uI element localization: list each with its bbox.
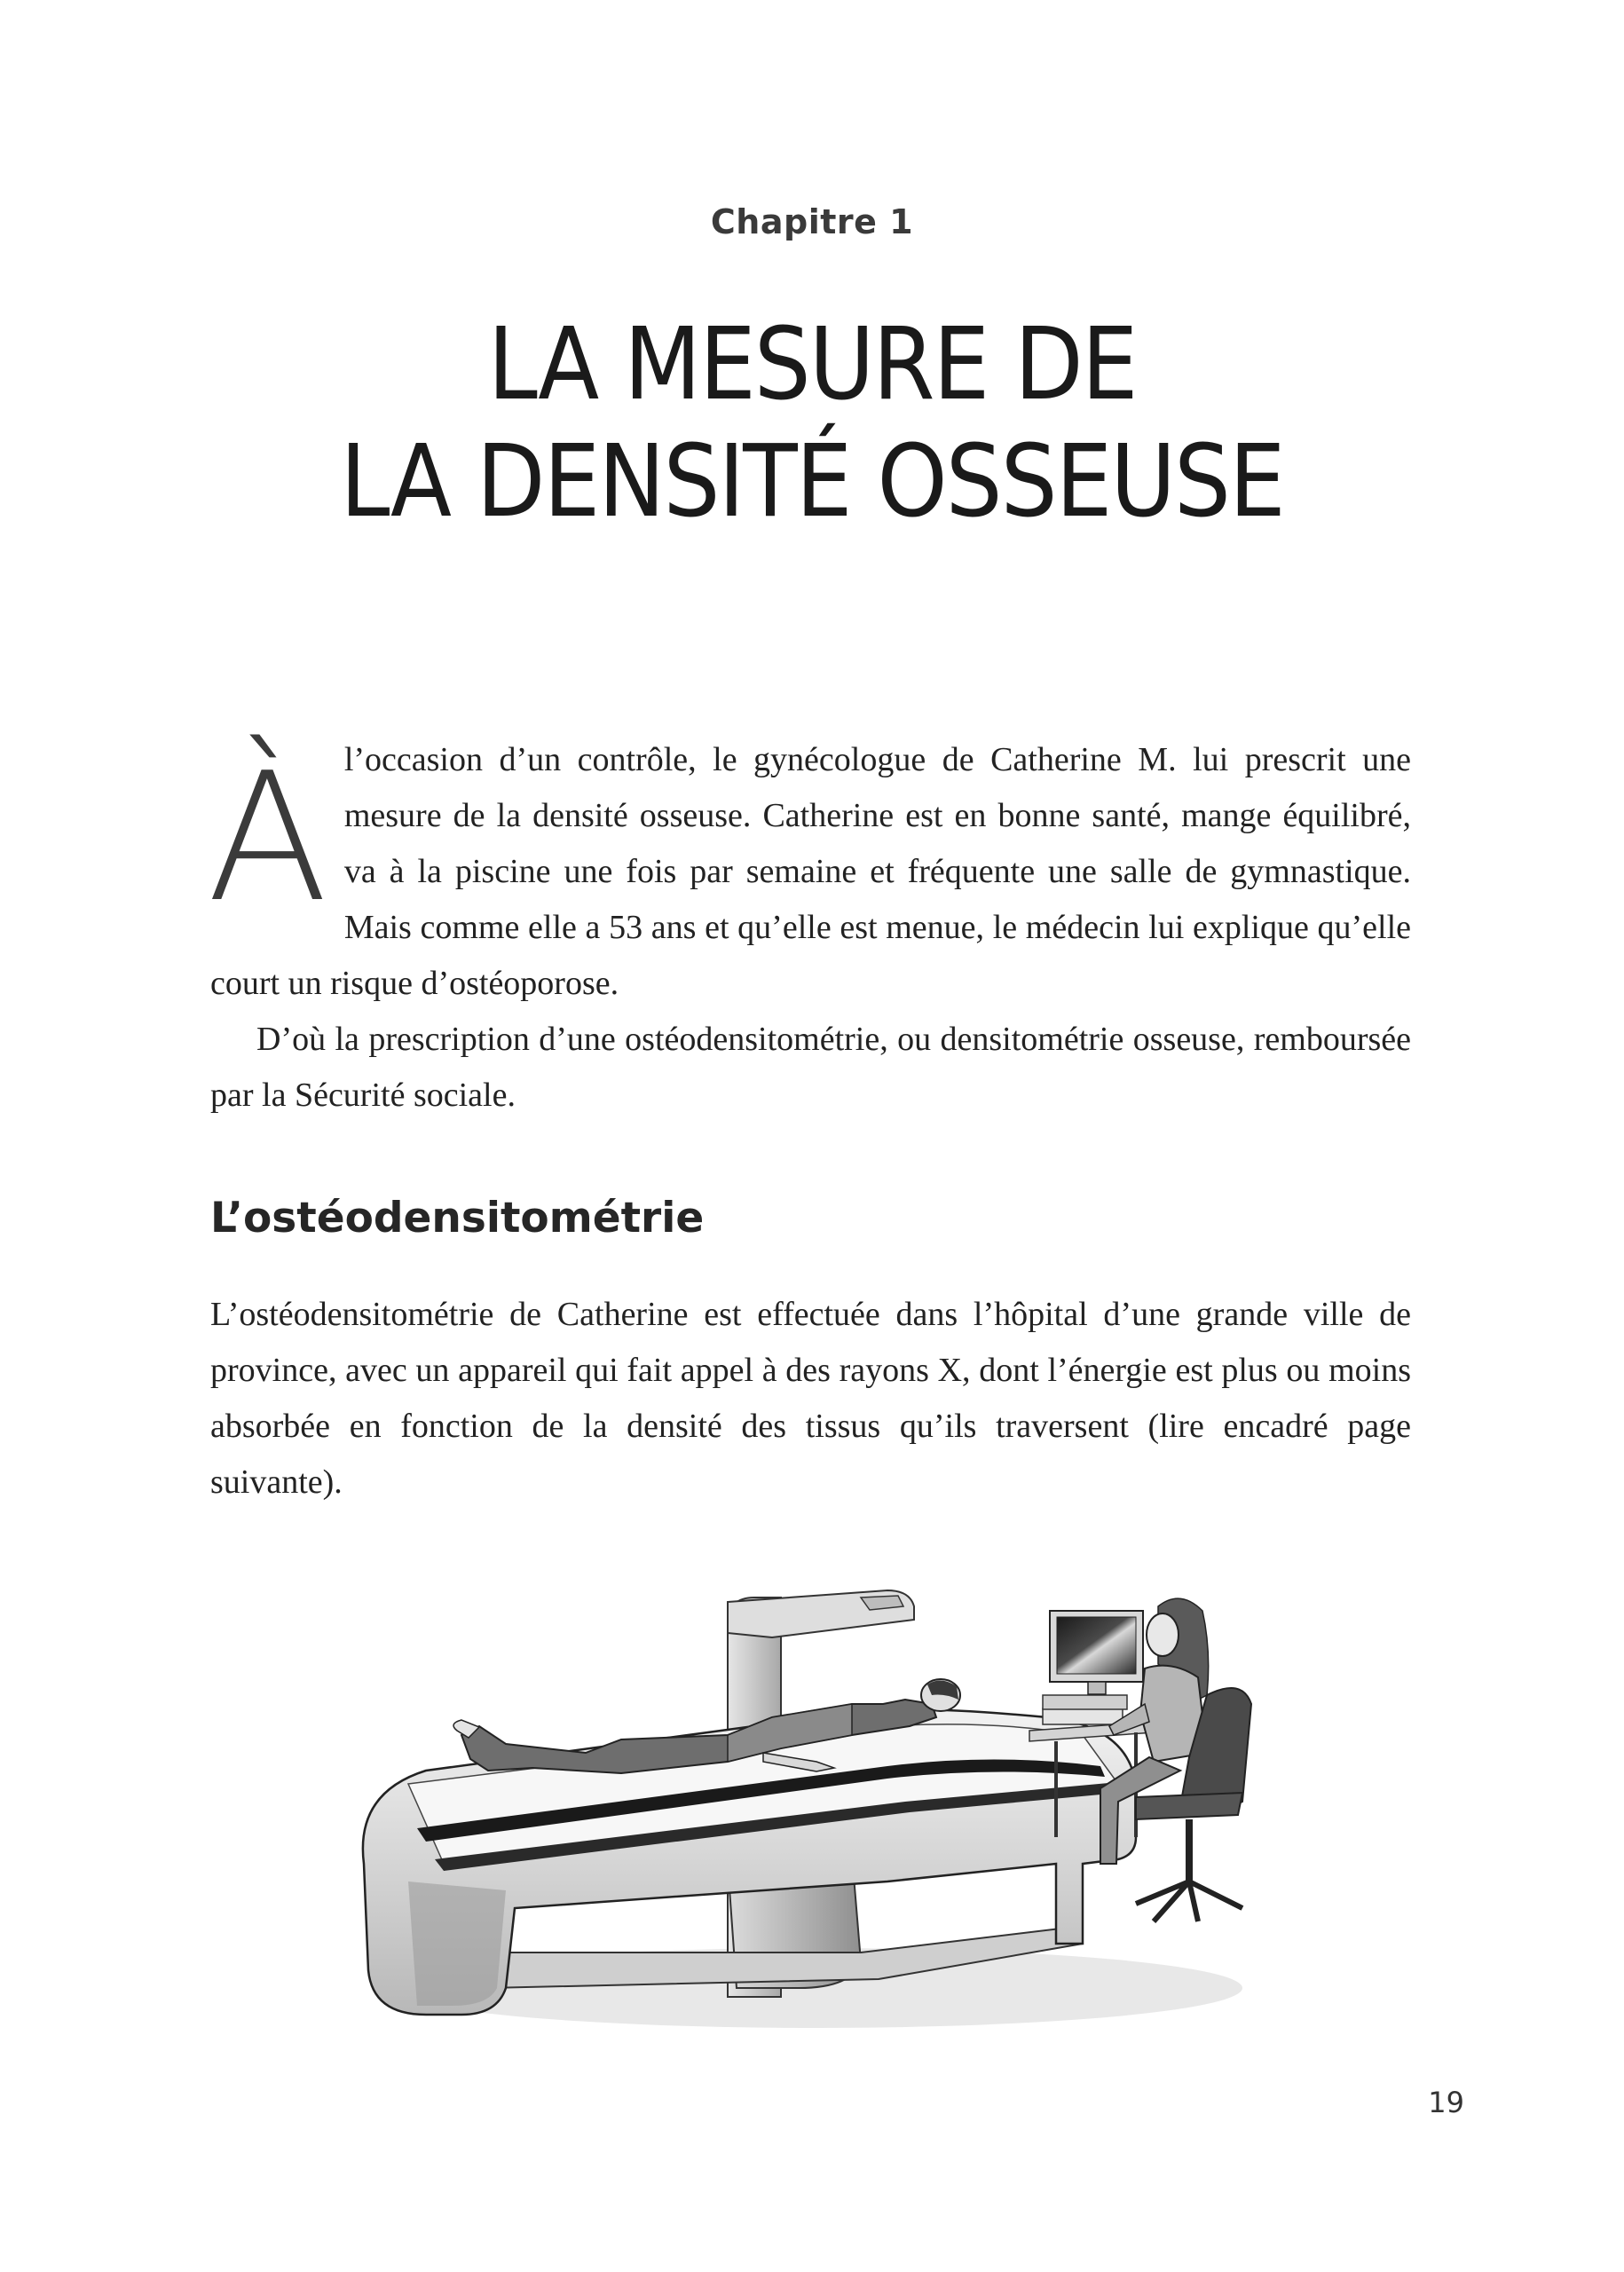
- chapter-title-line-2: LA DENSITÉ OSSEUSE: [340, 424, 1284, 540]
- intro-paragraph-1: [207, 732, 1411, 1012]
- chapter-title: [0, 306, 1624, 540]
- section-body: [210, 1287, 1411, 1511]
- chapter-title-line-1: LA MESURE DE: [487, 307, 1137, 422]
- intro-paragraph-2: D’où la prescription d’une ostéodensitométrie, ou densitométrie osseuse, remboursée par la Sécurité sociale.: [210, 1021, 1411, 1114]
- page-number: 19: [1428, 2086, 1464, 2119]
- intro-paragraph-1-text: l’occasion d’un contrôle, le gynécologue de Catherine M. lui prescrit une mesure de la densité osseuse. Catherine est en bonne santé, mange équilibré, va à la piscine une fois par semaine et fréquente une salle de gymnastique. Mais comme elle a 53 ans et qu’elle est menue, le médecin lui explique qu’elle court un risque d’ostéoporose.: [210, 741, 1411, 1002]
- monitor-icon: [1050, 1611, 1143, 1694]
- drop-cap: À: [207, 735, 328, 942]
- chapter-label: Chapitre 1: [710, 202, 914, 241]
- section-heading: L’ostéodensitométrie: [210, 1194, 705, 1242]
- section-paragraph: L’ostéodensitométrie de Catherine est effectuée dans l’hôpital d’une grande ville de province, avec un appareil qui fait appel à des rayons X, dont l’énergie est plus ou moins absorbée en fonction de la densité des tissus qu’ils traversent (lire encadré page suivante).: [210, 1296, 1411, 1501]
- intro-text: [207, 732, 1411, 1124]
- bone-densitometry-illustration: [355, 1571, 1305, 2077]
